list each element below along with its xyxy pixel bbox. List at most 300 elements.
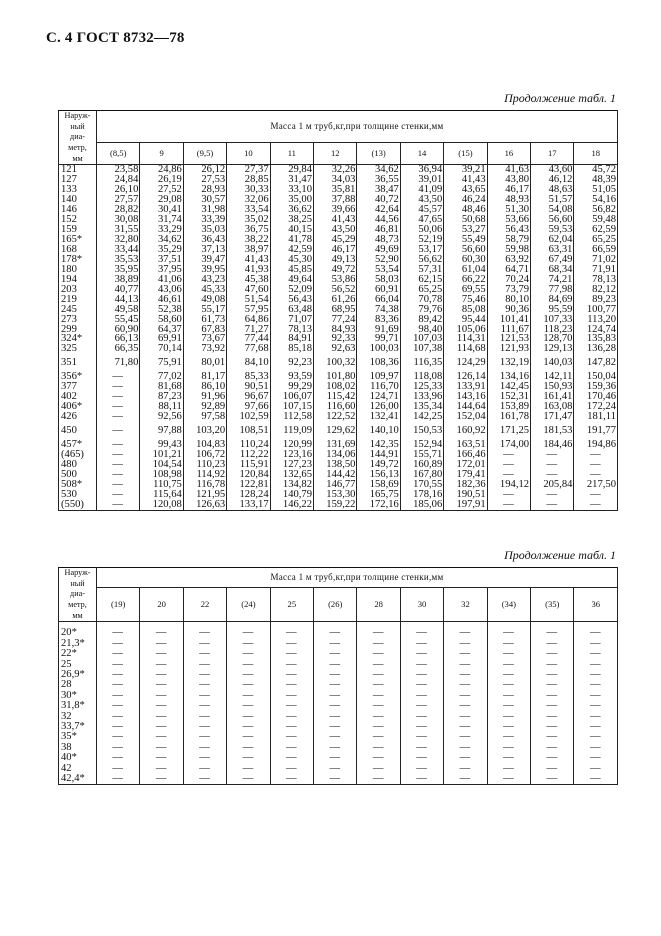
mass-cell: 155,71	[400, 450, 443, 460]
table-row	[59, 774, 618, 785]
table-row	[59, 680, 618, 690]
mass-cell: 140,10	[357, 422, 400, 440]
mass-cell: 78,13	[574, 275, 618, 285]
mass-cell: 60,91	[357, 285, 400, 295]
outer-diameter-cell: 165*	[59, 235, 97, 245]
mass-cell: —	[97, 639, 140, 649]
table-row	[59, 334, 618, 344]
mass-cell: 134,82	[270, 480, 313, 490]
mass-cell: —	[531, 701, 574, 711]
wall-thickness-header: 25	[270, 588, 313, 622]
mass-cell: 26,12	[183, 165, 226, 175]
mass-cell: 115,91	[227, 460, 270, 470]
mass-cell: 181,53	[531, 422, 574, 440]
mass-cell: 126,63	[183, 500, 226, 510]
mass-cell: 153,30	[314, 490, 357, 500]
mass-cell: —	[531, 764, 574, 774]
mass-cell: —	[487, 753, 530, 763]
mass-cell: 89,23	[574, 295, 618, 305]
table-row	[59, 722, 618, 732]
mass-cell: —	[183, 701, 226, 711]
wall-thickness-header: 10	[227, 143, 270, 165]
mass-cell: 191,77	[574, 422, 618, 440]
mass-cell: —	[140, 743, 183, 753]
mass-cell: —	[400, 732, 443, 742]
wall-thickness-header: 18	[574, 143, 618, 165]
mass-cell: 123,16	[270, 450, 313, 460]
outer-diameter-cell: 38	[59, 743, 97, 753]
mass-cell: —	[97, 774, 140, 785]
mass-cell: —	[314, 774, 357, 785]
mass-cell: —	[97, 670, 140, 680]
table-row	[59, 480, 618, 490]
table-row	[59, 422, 618, 440]
table-row	[59, 402, 618, 412]
mass-cell: 150,53	[400, 422, 443, 440]
mass-cell: —	[531, 470, 574, 480]
table-row	[59, 275, 618, 285]
mass-cell: 45,33	[183, 285, 226, 295]
mass-cell: —	[314, 743, 357, 753]
mass-cell: 149,72	[357, 460, 400, 470]
mass-cell: 114,31	[444, 334, 487, 344]
mass-cell: —	[487, 764, 530, 774]
mass-cell: —	[140, 691, 183, 701]
mass-cell: —	[357, 774, 400, 785]
mass-cell: 27,52	[140, 185, 183, 195]
mass-cell: 132,65	[270, 470, 313, 480]
mass-cell: 160,92	[444, 422, 487, 440]
mass-cell: —	[314, 670, 357, 680]
mass-cell: 51,54	[227, 295, 270, 305]
outer-diameter-cell: 450	[59, 422, 97, 440]
mass-cell: 108,36	[357, 354, 400, 372]
mass-cell: —	[487, 732, 530, 742]
table-row	[59, 500, 618, 510]
mass-cell: 73,67	[183, 334, 226, 344]
wall-thickness-header: 16	[487, 143, 530, 165]
mass-cell: 77,24	[314, 315, 357, 325]
table-row	[59, 622, 618, 639]
mass-cell: —	[444, 622, 487, 639]
mass-cell: —	[270, 743, 313, 753]
mass-cell: 85,08	[444, 305, 487, 315]
outer-diameter-cell: 140	[59, 195, 97, 205]
table-2-body	[59, 622, 618, 785]
table-row	[59, 753, 618, 763]
mass-cell: 63,48	[270, 305, 313, 315]
mass-cell: —	[487, 649, 530, 659]
mass-cell: 61,04	[444, 265, 487, 275]
mass-cell: 165,75	[357, 490, 400, 500]
table-row	[59, 372, 618, 382]
wall-thickness-header: (9,5)	[183, 143, 226, 165]
mass-cell: —	[314, 622, 357, 639]
mass-cell: 107,03	[400, 334, 443, 344]
mass-cell: 74,21	[531, 275, 574, 285]
mass-cell: —	[227, 722, 270, 732]
mass-cell: 52,90	[357, 255, 400, 265]
mass-cell: —	[444, 753, 487, 763]
mass-cell: 57,31	[400, 265, 443, 275]
wall-thickness-header: (35)	[531, 588, 574, 622]
mass-cell: —	[487, 660, 530, 670]
mass-cell: 74,38	[357, 305, 400, 315]
mass-cell: —	[97, 490, 140, 500]
mass-cell: —	[227, 701, 270, 711]
outer-diameter-cell: 159	[59, 225, 97, 235]
mass-cell: 121,95	[183, 490, 226, 500]
outer-diameter-header: Наруж- ный диа- метр, мм	[59, 568, 97, 622]
mass-cell: 49,13	[314, 255, 357, 265]
mass-cell: —	[531, 722, 574, 732]
mass-cell: —	[531, 712, 574, 722]
mass-cell: 41,06	[140, 275, 183, 285]
mass-cell: 88,11	[140, 402, 183, 412]
mass-cell: —	[531, 743, 574, 753]
mass-cell: 131,69	[314, 440, 357, 450]
mass-cell: 38,89	[97, 275, 140, 285]
mass-cell: —	[183, 639, 226, 649]
table-row	[59, 392, 618, 402]
mass-cell: —	[574, 500, 618, 510]
mass-cell: —	[400, 743, 443, 753]
mass-cell: —	[444, 732, 487, 742]
mass-cell: —	[357, 670, 400, 680]
mass-cell: 90,36	[487, 305, 530, 315]
mass-cell: 174,00	[487, 440, 530, 450]
mass-cell: —	[97, 450, 140, 460]
mass-cell: 69,55	[444, 285, 487, 295]
mass-cell: 67,83	[183, 325, 226, 335]
mass-cell: 161,41	[531, 392, 574, 402]
mass-cell: 217,50	[574, 480, 618, 490]
mass-cell: 120,08	[140, 500, 183, 510]
mass-cell: 46,24	[444, 195, 487, 205]
mass-cell: 118,23	[531, 325, 574, 335]
mass-cell: —	[140, 712, 183, 722]
mass-cell: 135,34	[400, 402, 443, 412]
mass-cell: —	[140, 660, 183, 670]
mass-cell: 81,17	[183, 372, 226, 382]
mass-cell: 93,59	[270, 372, 313, 382]
outer-diameter-cell: 42	[59, 764, 97, 774]
table-row	[59, 344, 618, 354]
wall-thickness-header: 36	[574, 588, 618, 622]
mass-cell: —	[140, 753, 183, 763]
mass-cell: 132,41	[357, 412, 400, 422]
table-row	[59, 175, 618, 185]
mass-cell: 32,06	[227, 195, 270, 205]
mass-cell: 160,89	[400, 460, 443, 470]
mass-cell: 99,43	[140, 440, 183, 450]
mass-cell: —	[487, 691, 530, 701]
mass-cell: —	[487, 450, 530, 460]
mass-cell: —	[227, 660, 270, 670]
mass-cell: —	[531, 691, 574, 701]
wall-thickness-header: (24)	[227, 588, 270, 622]
mass-cell: 66,04	[357, 295, 400, 305]
mass-cell: —	[270, 774, 313, 785]
mass-cell: 194,86	[574, 440, 618, 450]
mass-cell: —	[400, 753, 443, 763]
mass-cell: —	[444, 774, 487, 785]
mass-cell: 153,89	[487, 402, 530, 412]
mass-cell: —	[574, 680, 618, 690]
mass-cell: —	[97, 680, 140, 690]
mass-cell: 51,30	[487, 205, 530, 215]
outer-diameter-cell: 180	[59, 265, 97, 275]
table-row	[59, 670, 618, 680]
mass-cell: 112,58	[270, 412, 313, 422]
mass-cell: —	[314, 691, 357, 701]
mass-cell: 43,60	[531, 165, 574, 175]
mass-cell: —	[183, 622, 226, 639]
mass-cell: 127,23	[270, 460, 313, 470]
mass-cell: 41,43	[314, 215, 357, 225]
outer-diameter-cell: 127	[59, 175, 97, 185]
mass-cell: 35,02	[227, 215, 270, 225]
mass-cell: 43,50	[400, 195, 443, 205]
table-row	[59, 660, 618, 670]
mass-cell: 48,93	[487, 195, 530, 205]
outer-diameter-cell: 457*	[59, 440, 97, 450]
mass-cell: 64,71	[487, 265, 530, 275]
mass-cell: 77,68	[227, 344, 270, 354]
mass-cell: 65,25	[574, 235, 618, 245]
mass-cell: —	[97, 392, 140, 402]
mass-cell: —	[400, 639, 443, 649]
mass-cell: 26,10	[97, 185, 140, 195]
mass-cell: —	[400, 774, 443, 785]
mass-cell: 42,64	[357, 205, 400, 215]
mass-cell: 33,29	[140, 225, 183, 235]
mass-cell: —	[487, 470, 530, 480]
table-row	[59, 235, 618, 245]
mass-cell: 138,50	[314, 460, 357, 470]
mass-cell: 71,91	[574, 265, 618, 275]
mass-cell: —	[183, 712, 226, 722]
mass-cell: 124,74	[574, 325, 618, 335]
mass-cell: 37,51	[140, 255, 183, 265]
mass-cell: —	[183, 764, 226, 774]
mass-cell: 81,68	[140, 382, 183, 392]
mass-cell: 33,44	[97, 245, 140, 255]
mass-cell: 108,51	[227, 422, 270, 440]
outer-diameter-cell: 351	[59, 354, 97, 372]
mass-cell: —	[357, 649, 400, 659]
mass-cell: 78,13	[270, 325, 313, 335]
mass-cell: 31,55	[97, 225, 140, 235]
mass-cell: 37,13	[183, 245, 226, 255]
mass-cell: 178,16	[400, 490, 443, 500]
mass-cell: 144,91	[357, 450, 400, 460]
mass-cell: 105,06	[444, 325, 487, 335]
mass-cell: —	[314, 732, 357, 742]
mass-cell: —	[97, 732, 140, 742]
mass-cell: 95,44	[444, 315, 487, 325]
mass-cell: 114,68	[444, 344, 487, 354]
mass-cell: —	[97, 470, 140, 480]
mass-cell: 98,40	[400, 325, 443, 335]
mass-cell: 33,10	[270, 185, 313, 195]
mass-cell: 125,33	[400, 382, 443, 392]
mass-cell: 181,11	[574, 412, 618, 422]
outer-diameter-cell: 194	[59, 275, 97, 285]
mass-cell: 46,81	[357, 225, 400, 235]
table-2-header	[59, 568, 618, 622]
mass-cell: 43,50	[314, 225, 357, 235]
outer-diameter-cell: 480	[59, 460, 97, 470]
mass-cell: 45,29	[314, 235, 357, 245]
mass-cell: —	[357, 722, 400, 732]
mass-cell: —	[574, 753, 618, 763]
wall-thickness-header: (19)	[97, 588, 140, 622]
mass-cell: —	[140, 701, 183, 711]
mass-cell: —	[574, 660, 618, 670]
mass-cell: 40,77	[97, 285, 140, 295]
mass-cell: 205,84	[531, 480, 574, 490]
mass-cell: —	[270, 732, 313, 742]
mass-cell: 48,63	[531, 185, 574, 195]
mass-cell: 116,78	[183, 480, 226, 490]
mass-cell: 40,15	[270, 225, 313, 235]
mass-cell: —	[357, 660, 400, 670]
mass-cell: 44,56	[357, 215, 400, 225]
mass-cell: 136,28	[574, 344, 618, 354]
mass-cell: 39,21	[444, 165, 487, 175]
outer-diameter-header: Наруж- ный диа- метр, мм	[59, 111, 97, 165]
mass-cell: —	[97, 722, 140, 732]
mass-cell: 44,13	[97, 295, 140, 305]
mass-cell: —	[97, 422, 140, 440]
mass-cell: 55,17	[183, 305, 226, 315]
mass-cell: 134,16	[487, 372, 530, 382]
mass-cell: 37,95	[140, 265, 183, 275]
mass-cell: 166,46	[444, 450, 487, 460]
mass-cell: 77,02	[140, 372, 183, 382]
mass-cell: 126,00	[357, 402, 400, 412]
mass-cell: 42,59	[270, 245, 313, 255]
mass-cell: 71,80	[97, 354, 140, 372]
mass-cell: 172,16	[357, 500, 400, 510]
mass-cell: 35,53	[97, 255, 140, 265]
mass-cell: —	[531, 660, 574, 670]
mass-cell: —	[574, 732, 618, 742]
mass-cell: —	[227, 753, 270, 763]
mass-cell: 70,14	[140, 344, 183, 354]
mass-cell: 102,59	[227, 412, 270, 422]
table-row	[59, 185, 618, 195]
mass-cell: 171,25	[487, 422, 530, 440]
mass-cell: 128,24	[227, 490, 270, 500]
mass-cell: 65,25	[400, 285, 443, 295]
table-1-body	[59, 165, 618, 511]
mass-cell: —	[531, 753, 574, 763]
mass-cell: 33,54	[227, 205, 270, 215]
mass-cell: —	[183, 680, 226, 690]
mass-cell: 63,92	[487, 255, 530, 265]
table-row	[59, 255, 618, 265]
mass-cell: —	[270, 691, 313, 701]
table-1-header	[59, 111, 618, 165]
mass-cell: 34,62	[140, 235, 183, 245]
table-row	[59, 245, 618, 255]
mass-cell: —	[314, 753, 357, 763]
mass-cell: 179,41	[444, 470, 487, 480]
wall-thickness-header: 20	[140, 588, 183, 622]
mass-cell: 64,37	[140, 325, 183, 335]
mass-cell: 87,23	[140, 392, 183, 402]
mass-cell: —	[574, 639, 618, 649]
mass-cell: 197,91	[444, 500, 487, 510]
mass-cell: —	[400, 764, 443, 774]
mass-cell: —	[487, 774, 530, 785]
outer-diameter-cell: 299	[59, 325, 97, 335]
mass-cell: 115,42	[314, 392, 357, 402]
mass-cell: 92,56	[140, 412, 183, 422]
mass-cell: 59,98	[487, 245, 530, 255]
mass-cell: 38,25	[270, 215, 313, 225]
mass-cell: 30,41	[140, 205, 183, 215]
mass-cell: 34,62	[357, 165, 400, 175]
mass-cell: 43,80	[487, 175, 530, 185]
mass-cell: 63,31	[531, 245, 574, 255]
mass-cell: 99,71	[357, 334, 400, 344]
mass-cell: —	[487, 743, 530, 753]
mass-cell: —	[574, 743, 618, 753]
mass-cell: —	[314, 722, 357, 732]
mass-cell: 46,17	[487, 185, 530, 195]
mass-cell: —	[574, 622, 618, 639]
mass-cell: 172,01	[444, 460, 487, 470]
mass-cell: 91,69	[357, 325, 400, 335]
outer-diameter-cell: 377	[59, 382, 97, 392]
continuation-label-2: Продолжение табл. 1	[504, 548, 616, 562]
mass-cell: —	[357, 743, 400, 753]
table-row	[59, 691, 618, 701]
mass-cell: 48,46	[444, 205, 487, 215]
mass-cell: 129,62	[314, 422, 357, 440]
mass-cell: 77,98	[531, 285, 574, 295]
mass-cell: 30,33	[227, 185, 270, 195]
mass-cell: 62,04	[531, 235, 574, 245]
mass-cell: 45,72	[574, 165, 618, 175]
mass-cell: —	[97, 649, 140, 659]
mass-cell: 121,53	[487, 334, 530, 344]
mass-cell: —	[270, 712, 313, 722]
wall-thickness-header: (13)	[357, 143, 400, 165]
page-header: С. 4 ГОСТ 8732—78	[46, 30, 185, 46]
mass-cell: 31,74	[140, 215, 183, 225]
mass-cell: 39,66	[314, 205, 357, 215]
mass-cell: 49,58	[97, 305, 140, 315]
mass-cell: —	[97, 701, 140, 711]
table-row	[59, 701, 618, 711]
mass-cell: —	[270, 639, 313, 649]
mass-cell: —	[140, 774, 183, 785]
mass-cell: 70,78	[400, 295, 443, 305]
mass-cell: —	[183, 753, 226, 763]
mass-cell: —	[357, 753, 400, 763]
mass-cell: 92,23	[270, 354, 313, 372]
mass-cell: 71,27	[227, 325, 270, 335]
mass-cell: —	[531, 460, 574, 470]
mass-cell: —	[574, 701, 618, 711]
mass-cell: 41,09	[400, 185, 443, 195]
mass-cell: —	[531, 500, 574, 510]
mass-cell: —	[400, 660, 443, 670]
